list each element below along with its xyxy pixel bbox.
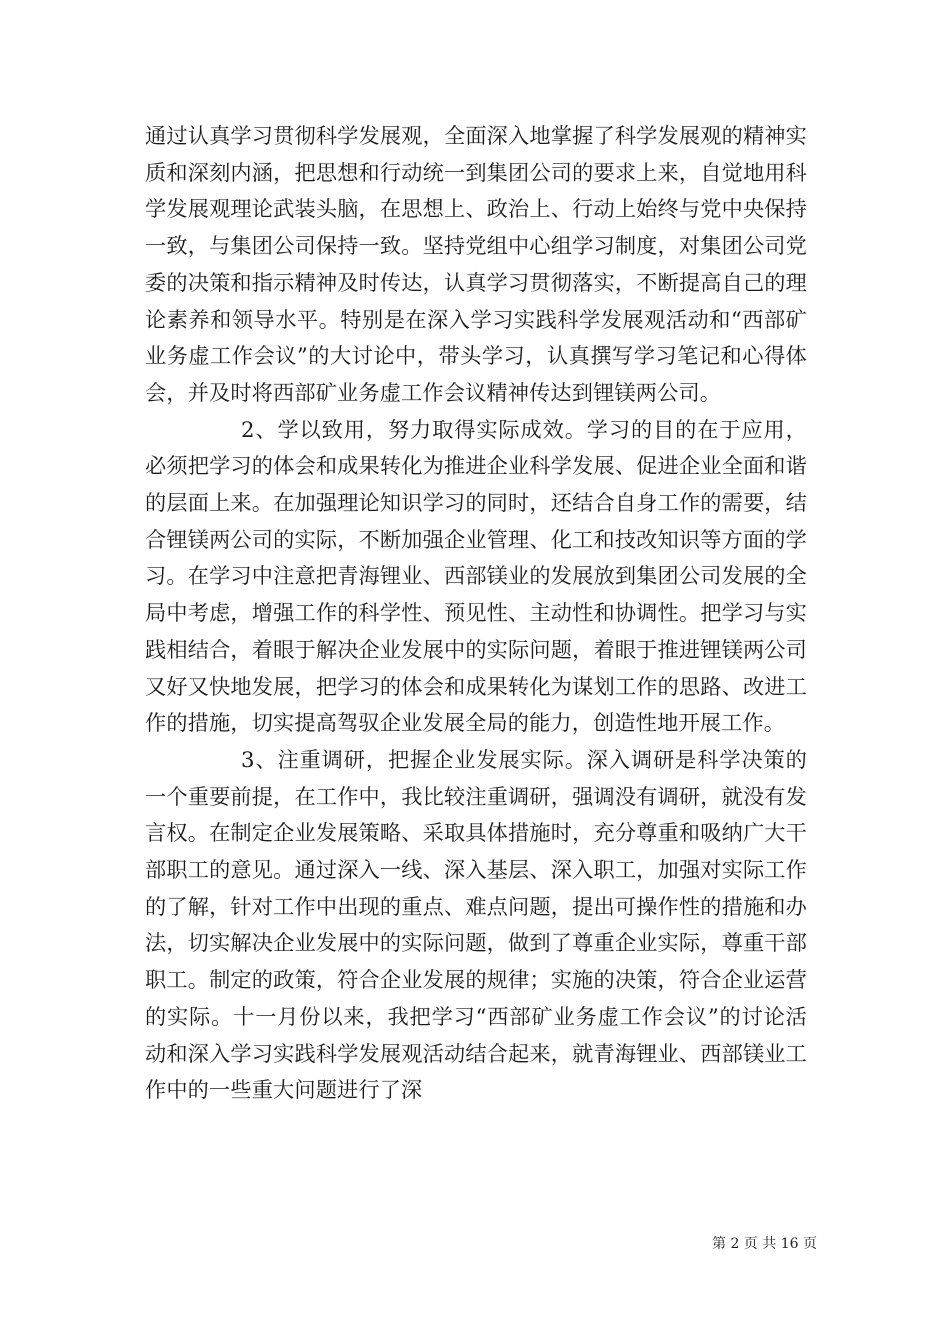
paragraph-2: 2、学以致用，努力取得实际成效。学习的目的在于应用，必须把学习的体会和成果转化为推进企业科学发展、促进企业全面和谐的层面上来。在加强理论知识学习的同时，还结合自身工作的需要，结合锂镁两公司的实际，不断加强企业管理、化工和技改知识等方面的学习。在学习中注意把青海锂业、西部镁业的发展放到集团公司发展的全局中考虑，增强工作的科学性、预见性、主动性和协调性。把学习与实践相结合，着眼于解决企业发展中的实际问题，着眼于推进锂镁两公司又好又快地发展，把学习的体会和成果转化为谋划工作的思路、改进工作的措施，切实提高驾驭企业发展全局的能力，创造性地开展工作。 (145, 416, 807, 736)
paragraph-3: 3、注重调研，把握企业发展实际。深入调研是科学决策的一个重要前提，在工作中，我比较注重调研，强调没有调研，就没有发言权。在制定企业发展策略、采取具体措施时，充分尊重和吸纳广大干部职工的意见。通过深入一线、深入基层、深入职工，加强对实际工作的了解，针对工作中出现的重点、难点问题，提出可操作性的措施和办法，切实解决企业发展中的实际问题，做到了尊重企业实际，尊重干部职工。制定的政策，符合企业发展的规律；实施的决策，符合企业运营的实际。十一月份以来，我把学习“西部矿业务虚工作会议”的讨论活动和深入学习实践科学发展观活动结合起来，就青海锂业、西部镁业工作中的一些重大问题进行了深 (145, 746, 807, 1103)
page-number-footer: 第 2 页 共 16 页 (712, 1236, 817, 1252)
paragraph-1: 通过认真学习贯彻科学发展观，全面深入地掌握了科学发展观的精神实质和深刻内涵，把思想和行动统一到集团公司的要求上来，自觉地用科学发展观理论武装头脑，在思想上、政治上、行动上始终与党中央保持一致，与集团公司保持一致。坚持党组中心组学习制度，对集团公司党委的决策和指示精神及时传达，认真学习贯彻落实，不断提高自己的理论素养和领导水平。特别是在深入学习实践科学发展观活动和“西部矿业务虚工作会议”的大讨论中，带头学习，认真撰写学习笔记和心得体会，并及时将西部矿业务虚工作会议精神传达到锂镁两公司。 (145, 123, 807, 405)
document-body (145, 118, 807, 1109)
